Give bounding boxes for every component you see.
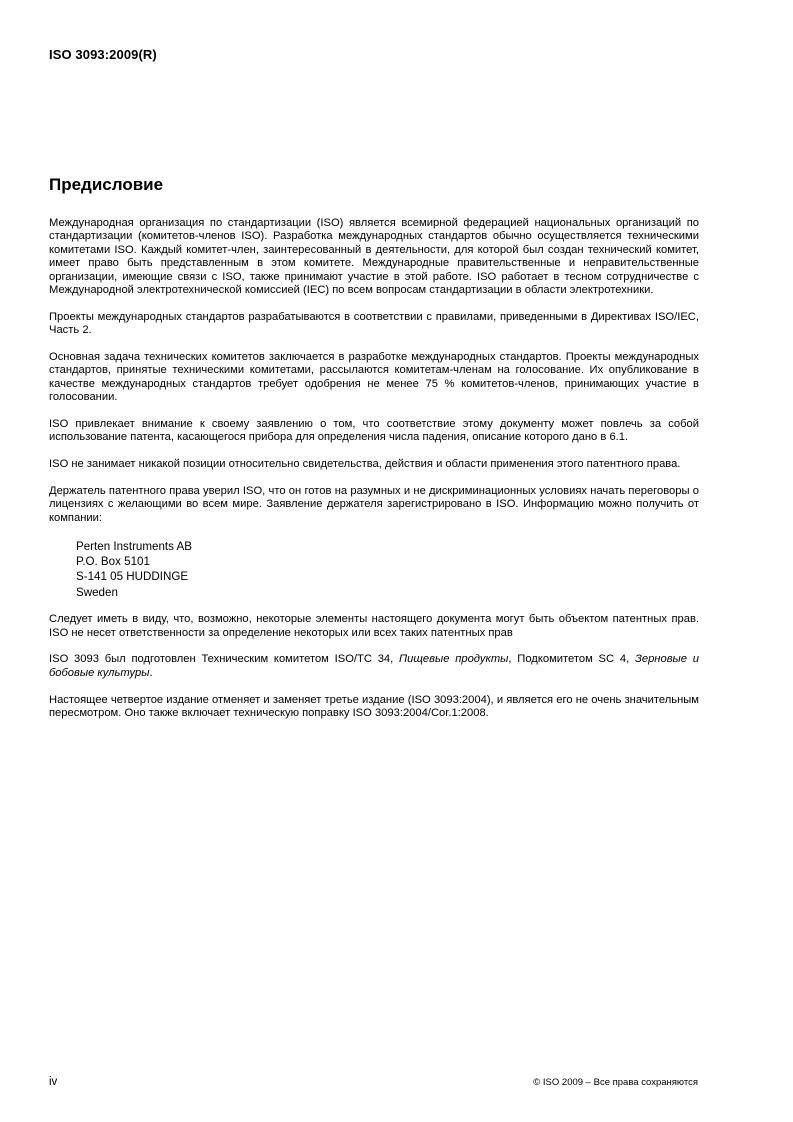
paragraph-prepared-by [49,653,699,680]
paragraph-iso-intro: Международная организация по стандартизации (ISO) является всемирной федерацией национальных организаций по стандартизации (комитетов-членов ISO). Разработка международных стандартов обычно осуществляется техническими комитетами ISO. Каждый комитет-член, заинтересованный в деятельности, для которой был создан технический комитет, имеет право быть представленным в этом комитете. Международные правительственные и неправительственные организации, имеющие связи с ISO, также принимают участие в этой работе. ISO работает в тесном сотрудничестве с Международной электротехнической комиссией (IEC) по всем вопросам стандартизации в области электротехники. [49,217,699,297]
foreword-body [49,217,699,734]
address-box: P.O. Box 5101 [76,554,150,568]
page-title: Предисловие [49,175,164,194]
address-company: Perten Instruments AB [76,539,192,553]
document-id: ISO 3093:2009(R) [49,47,157,62]
paragraph-committees-task: Основная задача технических комитетов заключается в разработке международных стандартов. Проекты международных стандартов, принятые техническими комитетами, рассылаются комитетам-членам на голосование. Их опубликование в качестве международных стандартов требует одобрения не менее 75 % комитетов-членов, принимающих участие в голосовании. [49,351,699,404]
subcommittee-name: Зерновые и бобовые культуры [49,653,699,679]
company-address [76,539,699,600]
paragraph-directives: Проекты международных стандартов разрабатываются в соответствии с правилами, приведенными в Директивах ISO/IEC, Часть 2. [49,310,699,337]
prepared-by-text-1: ISO 3093 был подготовлен Техническим комитетом ISO/TC 34, [49,653,400,666]
paragraph-edition: Настоящее четвертое издание отменяет и заменяет третье издание (ISO 3093:2004), и является его не очень значительным пересмотром. Оно также включает техническую поправку ISO 3093:2004/Cor.1:2008. [49,693,699,720]
paragraph-patent-position: ISO не занимает никакой позиции относительно свидетельства, действия и области применения этого патентного права. [49,458,681,471]
paragraph-patent-holder: Держатель патентного права уверил ISO, что он готов на разумных и не дискриминационных условиях начать переговоры о лицензиях с желающими во всем мире. Заявление держателя зарегистрировано в ISO. Информацию можно получить от компании: [49,485,699,524]
prepared-by-text-3: . [149,666,153,679]
prepared-by-text-2: , Подкомитетом SC 4, [508,653,635,666]
paragraph-patent-notice: ISO привлекает внимание к своему заявлению о том, что соответствие этому документу может повлечь за собой использование патента, касающегося прибора для определения числа падения, описание которого дано в 6.1. [49,418,699,444]
address-city: S-141 05 HUDDINGE [76,570,189,584]
committee-name: Пищевые продукты [399,653,509,666]
address-country: Sweden [76,585,118,599]
paragraph-patent-rights: Следует иметь в виду, что, возможно, некоторые элементы настоящего документа могут быть объектом патентных прав. ISO не несет ответственности за определение некоторых или всех таких патентных прав [49,613,699,639]
page-number: iv [49,1076,58,1088]
copyright-notice: © ISO 2009 – Все права сохраняются [533,1077,698,1088]
